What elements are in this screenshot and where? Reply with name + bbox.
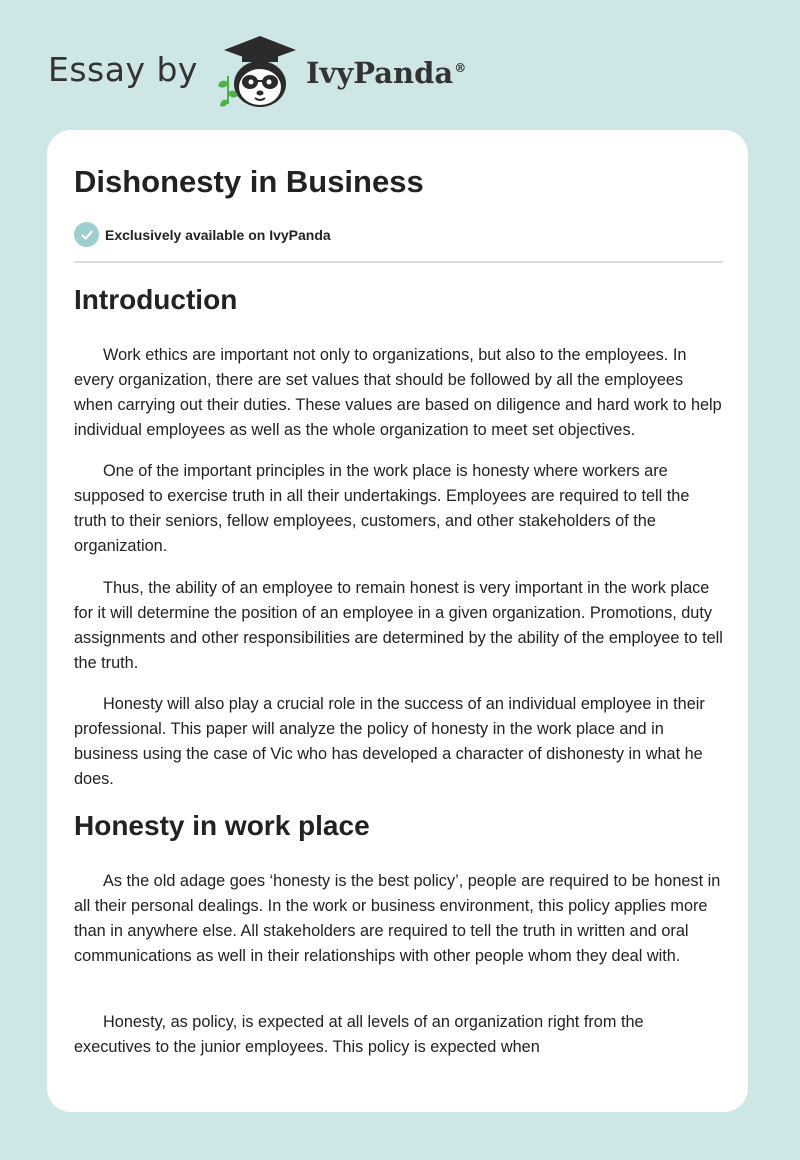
check-icon: [74, 222, 99, 247]
paragraph: One of the important principles in the work place is honesty where workers are supposed to exercise truth in all their undertakings. Employees are required to tell the truth to their seniors, fellow employees, customers, and other stakeholders of the organization.: [74, 462, 690, 555]
essay-title: Dishonesty in Business: [74, 164, 424, 199]
paragraph: As the old adage goes ‘honesty is the best policy’, people are required to be honest in all their personal dealings. In the work or business environment, this policy applies more than in anywhere else. All stakeholders are required to tell the truth in written and oral communications as well in their relationships with other people whom they deal with.: [74, 872, 721, 965]
paragraph: Honesty will also play a crucial role in the success of an individual employee in their professional. This paper will analyze the policy of honesty in the work place and in business using the case of Vic who has developed a character of dishonesty in what he does.: [74, 695, 705, 788]
ivypanda-logo[interactable]: [212, 32, 304, 112]
exclusive-badge: [74, 222, 331, 247]
panda-mascot-icon: [212, 32, 304, 112]
essay-by-label: Essay by: [48, 49, 198, 89]
paragraph: Honesty, as policy, is expected at all levels of an organization right from the executives to the junior employees. This policy is expected when: [74, 1013, 644, 1056]
section-heading: Honesty in work place: [74, 810, 370, 841]
paragraph: Thus, the ability of an employee to remain honest is very important in the work place for it will determine the position of an employee in a given organization. Promotions, duty assignments and other responsibilities are determined by the ability of the employee to tell the truth.: [74, 579, 723, 672]
section-heading: Introduction: [74, 284, 238, 315]
paragraph: Work ethics are important not only to organizations, but also to the employees. In every organization, there are set values that should be followed by all the employees when carrying out their duties. These values are based on diligence and hard work to help individual employees as well as the whole organization to meet set objectives.: [74, 346, 722, 439]
essay-card: [47, 130, 748, 1112]
divider: [74, 261, 723, 263]
registered-mark: ®: [454, 61, 467, 76]
exclusive-badge-label: Exclusively available on IvyPanda: [105, 226, 331, 243]
site-header: [48, 32, 466, 112]
brand-name[interactable]: IvyPanda®: [305, 56, 467, 90]
